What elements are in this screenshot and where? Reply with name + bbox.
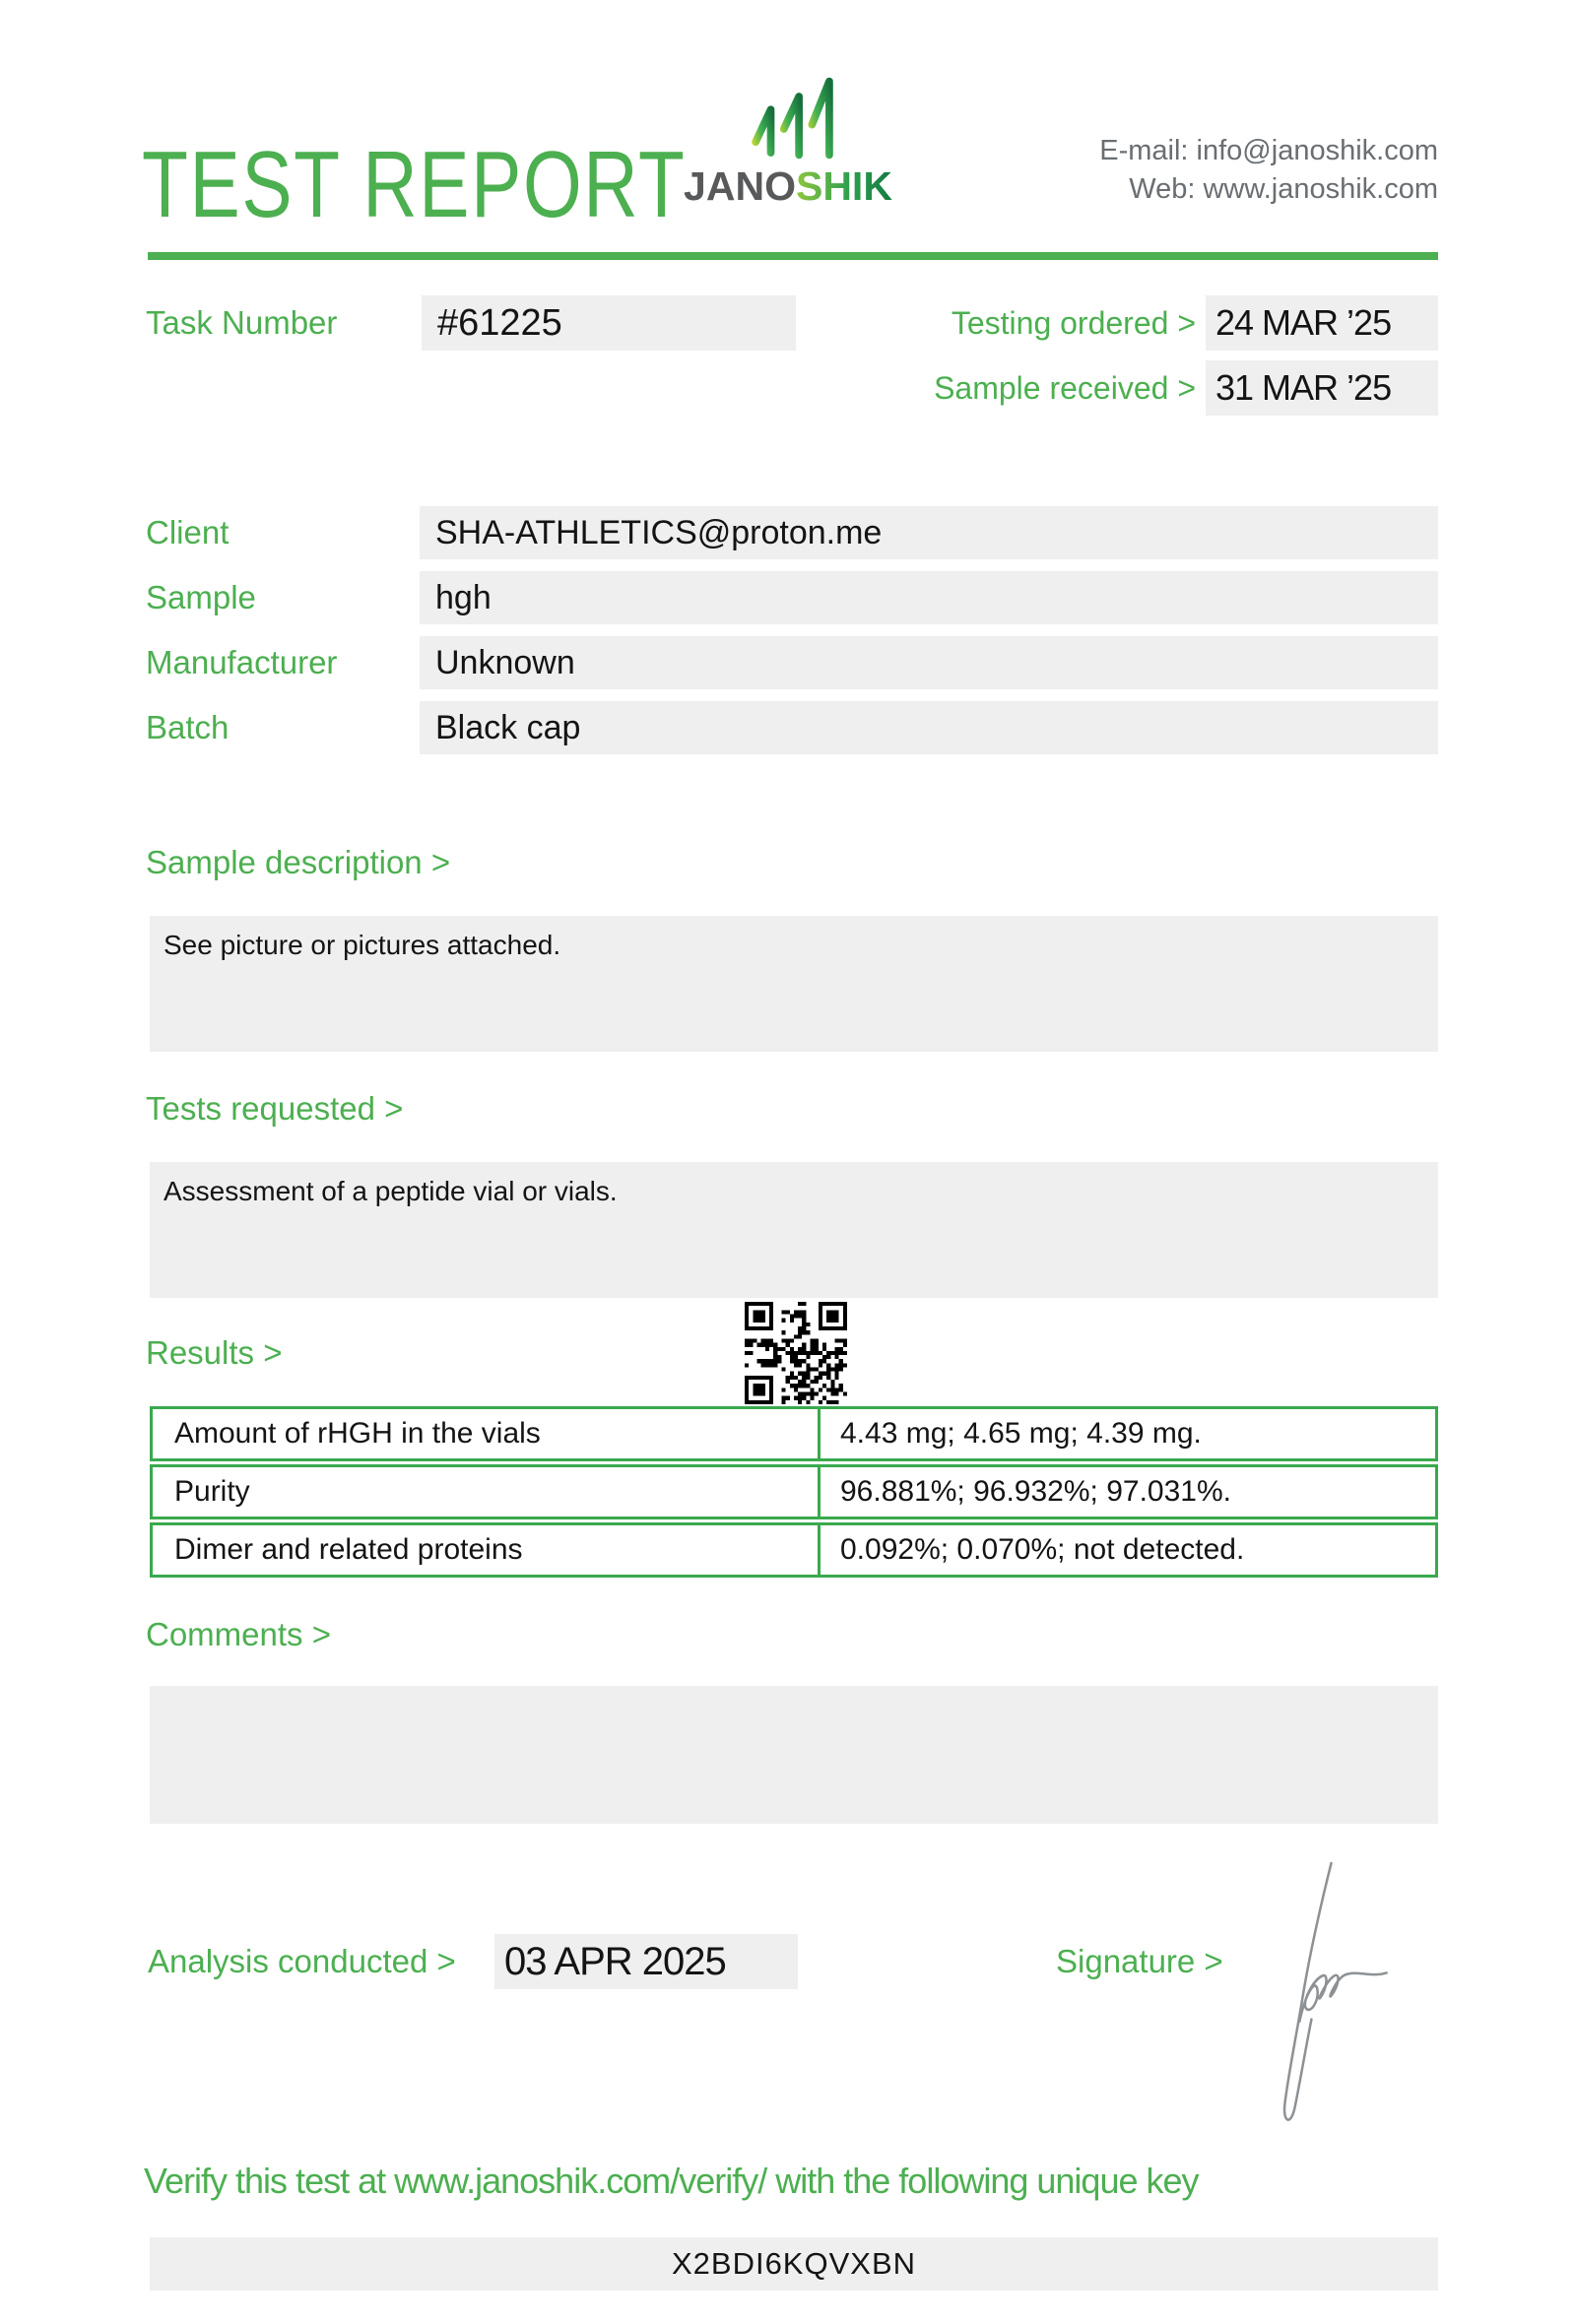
table-row	[150, 1406, 1438, 1461]
contact-email: E-mail: info@janoshik.com	[1099, 135, 1438, 166]
client-value-box	[420, 506, 1438, 559]
manufacturer-value-box	[420, 636, 1438, 689]
contact-web: Web: www.janoshik.com	[1129, 173, 1438, 205]
signature-image	[1269, 1855, 1395, 2137]
header-divider	[148, 252, 1438, 260]
sample-label: Sample	[146, 579, 256, 615]
result-value-cell: 96.881%; 96.932%; 97.031%.	[840, 1475, 1231, 1508]
brand-logo	[678, 163, 898, 210]
table-row	[150, 1522, 1438, 1578]
manufacturer-value: Unknown	[435, 644, 575, 681]
result-value-cell: 4.43 mg; 4.65 mg; 4.39 mg.	[840, 1417, 1202, 1450]
verify-instruction-text: Verify this test at www.janoshik.com/verify/ with the following unique key	[144, 2161, 1199, 2201]
results-heading: Results >	[146, 1334, 283, 1371]
sample-description-text: See picture or pictures attached.	[164, 930, 561, 960]
testing-ordered-value-box	[1206, 295, 1438, 351]
sample-value-box	[420, 571, 1438, 624]
analysis-date-value: 03 APR 2025	[504, 1940, 726, 1983]
verify-key-value: X2BDI6KQVXBN	[671, 2246, 917, 2281]
analysis-conducted-label: Analysis conducted >	[148, 1943, 456, 1979]
sample-received-date: 31 MAR ’25	[1215, 367, 1392, 408]
task-number-value: #61225	[437, 302, 562, 344]
batch-value-box	[420, 701, 1438, 754]
sample-description-heading: Sample description >	[146, 844, 451, 880]
batch-value: Black cap	[435, 709, 581, 746]
page-title: TEST REPORT	[142, 132, 687, 237]
result-value-cell: 0.092%; 0.070%; not detected.	[840, 1533, 1245, 1566]
comments-heading: Comments >	[146, 1616, 331, 1652]
signature-label: Signature >	[1056, 1943, 1223, 1979]
table-row	[150, 1464, 1438, 1519]
manufacturer-label: Manufacturer	[146, 644, 338, 680]
tests-requested-box	[150, 1162, 1438, 1298]
testing-ordered-label: Testing ordered >	[951, 305, 1196, 341]
analysis-date-box	[494, 1934, 798, 1989]
result-name-cell: Dimer and related proteins	[153, 1525, 821, 1575]
sample-description-box	[150, 916, 1438, 1052]
task-number-label: Task Number	[146, 304, 338, 341]
brand-chart-icon	[749, 75, 847, 161]
batch-label: Batch	[146, 709, 230, 745]
sample-received-value-box	[1206, 360, 1438, 416]
brand-text-green: SHIK	[795, 163, 892, 209]
tests-requested-text: Assessment of a peptide vial or vials.	[164, 1176, 618, 1206]
comments-text	[150, 1686, 1438, 1710]
testing-ordered-date: 24 MAR ’25	[1215, 302, 1392, 343]
sample-received-label: Sample received >	[934, 370, 1196, 406]
tests-requested-heading: Tests requested >	[146, 1090, 404, 1127]
sample-value: hgh	[435, 579, 492, 616]
contact-block	[1099, 132, 1438, 209]
task-number-value-box	[422, 295, 796, 351]
comments-box	[150, 1686, 1438, 1824]
qr-code-icon	[745, 1302, 847, 1404]
verify-key-box	[150, 2237, 1438, 2291]
results-table	[150, 1406, 1438, 1581]
result-name-cell: Purity	[153, 1467, 821, 1517]
client-value: SHA-ATHLETICS@proton.me	[435, 514, 883, 551]
brand-text-dark: JANO	[684, 163, 796, 209]
result-name-cell: Amount of rHGH in the vials	[153, 1409, 821, 1458]
client-label: Client	[146, 514, 230, 550]
